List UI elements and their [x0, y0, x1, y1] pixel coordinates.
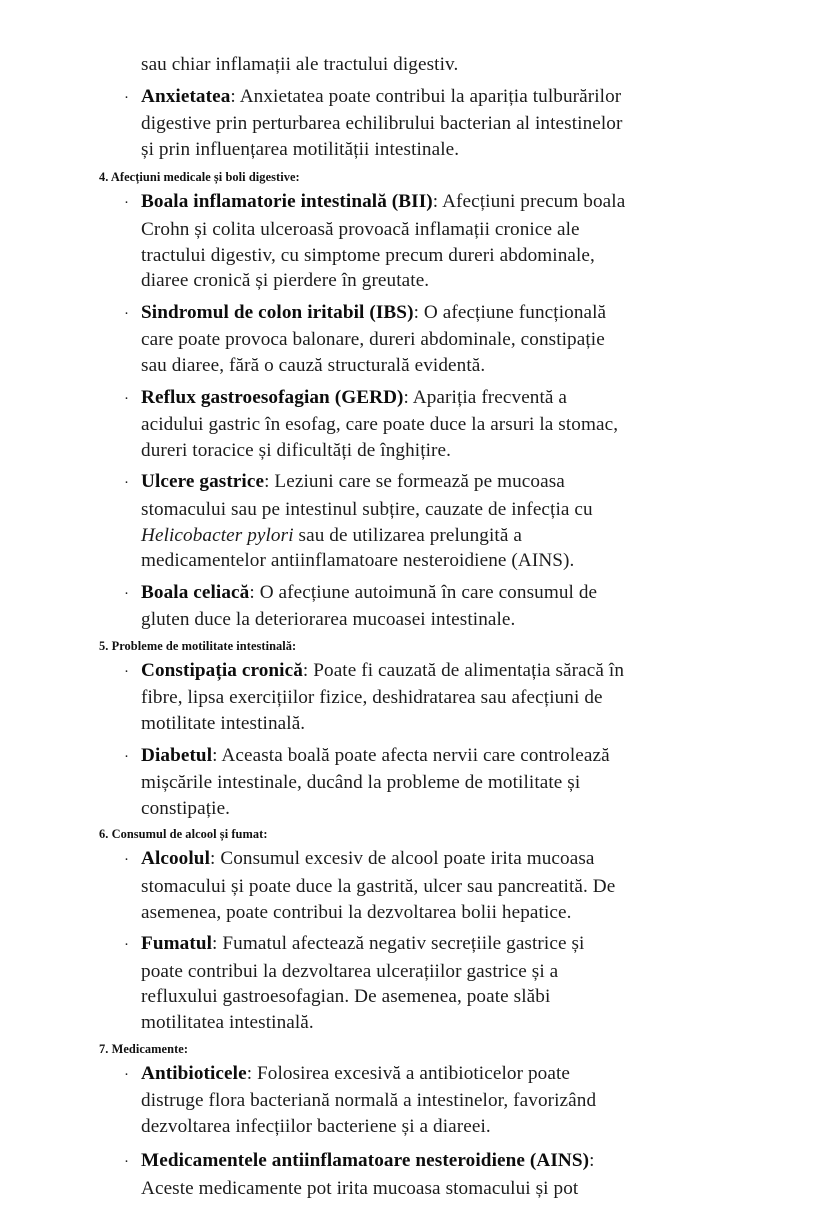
- section-heading-6: 6. Consumul de alcool și fumat:: [99, 827, 268, 842]
- list-item: [99, 1061, 629, 1140]
- paragraph-continuation: sau chiar inflamații ale tractului digestiv.: [141, 54, 459, 75]
- bullet-list: [99, 846, 629, 1035]
- list-item-separator: :: [212, 744, 218, 766]
- list-item-separator: :: [302, 659, 309, 681]
- list-item-separator: :: [264, 471, 270, 493]
- bullet-icon: ·: [124, 475, 130, 492]
- list-item-text: O afecțiune funcțională care poate provoca balonare, dureri abdominale, constipație sau diaree, fără o cauză structurală evidentă.: [141, 301, 607, 376]
- list-item-text: Anxietatea poate contribui la apariția tulburărilor digestive prin perturbarea echilibrului bacterian al intestinelor și prin influențarea motilității intestinale.: [141, 85, 623, 160]
- list-item-separator: :: [589, 1150, 595, 1172]
- list-item: [99, 846, 629, 925]
- section-heading-4: 4. Afecțiuni medicale și boli digestive:: [99, 170, 300, 185]
- list-item-text-before: Leziuni care se formează pe mucoasa stomacului sau pe intestinul subțire, cauzate de infecția cu: [141, 471, 593, 520]
- list-item-text-after: sau de utilizarea prelungită a medicamentelor antiinflamatoare nesteroidiene (AINS).: [141, 524, 575, 572]
- list-item-term: Reflux gastroesofagian (GERD): [141, 386, 404, 408]
- document-body: [99, 52, 629, 1205]
- bullet-icon: ·: [124, 305, 130, 322]
- list-item-term: Anxietatea: [141, 85, 231, 107]
- section-heading-7: 7. Medicamente:: [99, 1041, 189, 1056]
- species-name-italic: Helicobacter pylori: [141, 524, 294, 546]
- bullet-list: [99, 189, 629, 633]
- list-item-text: Apariția frecventă a acidului gastric în esofag, care poate duce la arsuri la stomac, dureri toracice și dificultăți de înghițire.: [141, 386, 619, 461]
- list-item-term: Fumatul: [141, 933, 213, 955]
- bullet-icon: ·: [124, 89, 130, 106]
- list-item-separator: :: [413, 301, 419, 323]
- list-item-term: Sindromul de colon iritabil (IBS): [141, 301, 414, 323]
- list-item: [99, 580, 629, 633]
- list-item-text: O afecțiune autoimună în care consumul de gluten duce la deteriorarea mucoasei intestinale.: [141, 581, 598, 631]
- list-item-separator: :: [230, 85, 236, 107]
- list-item: [99, 469, 629, 573]
- list-item-separator: :: [246, 1062, 253, 1084]
- bullet-icon: ·: [124, 195, 130, 212]
- list-item-separator: :: [212, 933, 218, 955]
- list-item-separator: :: [432, 191, 439, 213]
- list-item: [99, 84, 629, 163]
- bullet-icon: ·: [124, 852, 130, 869]
- list-item-text: Aceasta boală poate afecta nervii care controlează mișcările intestinale, ducând la probleme de motilitate și constipație.: [141, 744, 610, 819]
- list-item: [99, 743, 629, 822]
- list-item: [99, 931, 629, 1035]
- list-item-text: Poate fi cauzată de alimentația săracă în fibre, lipsa exercițiilor fizice, deshidratarea sau afecțiuni de motilitate intestinală.: [141, 659, 625, 735]
- list-item-text: Aceste medicamente pot irita mucoasa stomacului și pot: [141, 1177, 579, 1199]
- bullet-icon: ·: [124, 937, 130, 954]
- list-item-term: Antibioticele: [141, 1062, 247, 1084]
- bullet-icon: ·: [124, 1154, 130, 1171]
- list-item-term: Diabetul: [141, 744, 213, 766]
- list-item-term: Boala inflamatorie intestinală (BII): [141, 191, 433, 213]
- bullet-icon: ·: [124, 1066, 130, 1083]
- list-item-separator: :: [249, 581, 255, 603]
- bullet-list: [99, 84, 629, 163]
- bullet-icon: ·: [124, 390, 130, 407]
- bullet-list: [99, 658, 629, 822]
- list-item-text: Fumatul afectează negativ secrețiile gastrice și poate contribui la dezvoltarea ulcerațiilor gastrice și a refluxului gastroesofagian. De asemenea, poate slăbi motilitatea intestinală.: [141, 933, 585, 1033]
- list-item-separator: :: [210, 848, 216, 870]
- list-item-term: Constipația cronică: [141, 659, 303, 681]
- list-item: [99, 300, 629, 379]
- list-item-term: Medicamentele antiinflamatoare nesteroidiene (AINS): [141, 1150, 590, 1172]
- list-item-text: Afecțiuni precum boala Crohn și colita ulceroasă provoacă inflamații cronice ale tractului digestiv, cu simptome precum dureri abdominale, diaree cronică și pierdere în greutate.: [141, 191, 626, 292]
- list-item: [99, 658, 629, 737]
- bullet-icon: ·: [124, 663, 130, 680]
- list-item-term: Boala celiacă: [141, 581, 250, 603]
- list-item-term: Ulcere gastrice: [141, 471, 265, 493]
- bullet-list: [99, 1061, 629, 1202]
- list-item-text: Folosirea excesivă a antibioticelor poate distruge flora bacteriană normală a intestinelor, favorizând dezvoltarea infecțiilor bacteriene și a diareei.: [141, 1062, 597, 1137]
- bullet-icon: ·: [124, 585, 130, 602]
- list-item: [99, 1148, 629, 1201]
- list-item-text: Consumul excesiv de alcool poate irita mucoasa stomacului și poate duce la gastrită, ulcer sau pancreatită. De asemenea, poate contribui la dezvoltarea bolii hepatice.: [141, 848, 616, 923]
- bullet-icon: ·: [124, 748, 130, 765]
- list-item: [99, 189, 629, 293]
- list-item-separator: :: [403, 386, 409, 408]
- list-item: [99, 385, 629, 464]
- list-item-term: Alcoolul: [141, 848, 210, 870]
- section-heading-5: 5. Probleme de motilitate intestinală:: [99, 638, 297, 653]
